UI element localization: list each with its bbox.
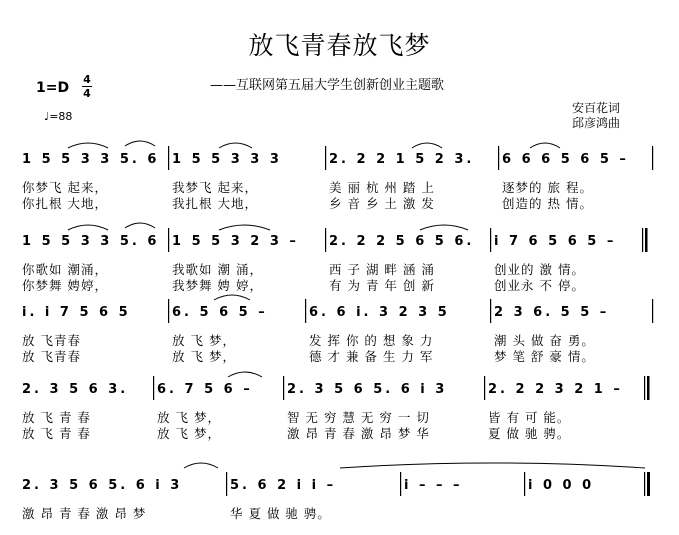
slur [219, 225, 270, 230]
barline [644, 472, 645, 496]
barline [498, 146, 499, 170]
slur [228, 372, 262, 377]
lyric-segment: 逐梦的 旅 程。 [502, 180, 593, 195]
lyric-segment: 激 昂 青 春 激 昂 梦 [22, 506, 147, 521]
barline [642, 228, 643, 252]
lyric-segment: 我梦飞 起来， [172, 180, 258, 195]
song-title: 放飞青春放飞梦 [248, 31, 431, 60]
measure-notes: 2. 3 5 6 3. [22, 382, 129, 397]
lyric-segment: 梦 笔 舒 豪 情。 [494, 349, 595, 364]
measure-notes: i 7 6 5 6 5 – [494, 234, 617, 249]
lyric-segment: 创造的 热 情。 [502, 196, 593, 211]
slur [214, 295, 250, 300]
barline [168, 146, 169, 170]
lyric-segment: 西 子 湖 畔 涵 涌 [329, 262, 435, 277]
barline [283, 376, 284, 400]
slur [530, 143, 560, 148]
lyric-segment: 放 飞青春 [22, 333, 81, 348]
measure-notes: 2. 3 5 6 5. 6 i 3 [22, 478, 183, 493]
barline [490, 299, 491, 323]
barline [647, 472, 650, 496]
lyric-segment: 放 飞 梦， [172, 349, 236, 364]
lyric-segment: 我梦舞 娉 婷， [172, 278, 263, 293]
barline [652, 146, 653, 170]
measure-notes: 5. 6 2 i i – [230, 478, 337, 493]
lyric-segment: 创业的 激 情。 [494, 262, 585, 277]
measure-notes: i 0 0 0 [528, 478, 595, 493]
lyric-segment: 发 挥 你 的 想 象 力 [309, 333, 434, 348]
barline [226, 472, 227, 496]
barline [524, 472, 525, 496]
slur [125, 141, 155, 146]
slur [184, 463, 218, 468]
lyric-segment: 放 飞 青 春 [22, 410, 91, 425]
measure-notes: 1 5 5 3 2 3 – [172, 234, 299, 249]
measure-notes: 1 5 5 3 3 5. 6 [22, 234, 160, 249]
lyric-segment: 皆 有 可 能。 [488, 410, 571, 425]
lyric-segment: 放 飞 梦， [157, 426, 221, 441]
lyric-segment: 有 为 青 年 创 新 [329, 278, 435, 293]
measure-notes: 6. 7 5 6 – [157, 382, 253, 397]
lyric-segment: 创业永 不 停。 [494, 278, 585, 293]
measure-notes: 2. 2 2 5 6 5 6. [329, 234, 475, 249]
barline [644, 376, 645, 400]
lyric-segment: 你梦飞 起来， [22, 180, 108, 195]
lyric-segment: 放 飞 青 春 [22, 426, 91, 441]
measure-notes: 2 3 6. 5 5 – [494, 305, 610, 320]
barline [652, 299, 653, 323]
barline [484, 376, 485, 400]
slur [125, 223, 155, 228]
time-signature-bottom: 4 [83, 87, 91, 100]
lyric-segment: 夏 做 驰 骋。 [488, 426, 571, 441]
lyric-segment: 潮 头 做 奋 勇。 [494, 333, 595, 348]
barline [325, 228, 326, 252]
lyric-segment: 放 飞 梦， [157, 410, 221, 425]
tempo-marking: ♩=88 [44, 110, 73, 123]
barline [645, 228, 648, 252]
composer-credit: 邱彦鸿曲 [572, 116, 621, 130]
lyric-segment: 美 丽 杭 州 踏 上 [329, 180, 435, 195]
slur [420, 225, 468, 230]
measure-notes: 1 5 5 3 3 5. 6 [22, 152, 160, 167]
measure-notes: 6 6 6 5 6 5 – [502, 152, 629, 167]
lyric-segment: 你扎根 大地， [22, 196, 108, 211]
lyric-segment: 激 昂 青 春 激 昂 梦 华 [287, 426, 430, 441]
measure-notes: 6. 5 6 5 – [172, 305, 268, 320]
lyric-segment: 你梦舞 娉婷， [22, 278, 108, 293]
barline [490, 228, 491, 252]
measure-notes: 6. 6 i. 3 2 3 5 [309, 305, 450, 320]
key-signature: 1=D [36, 80, 70, 96]
barline [325, 146, 326, 170]
barline [153, 376, 154, 400]
lyric-segment: 乡 音 乡 土 激 发 [329, 196, 435, 211]
barline [647, 376, 650, 400]
measure-notes: 2. 3 5 6 5. 6 i 3 [287, 382, 448, 397]
measure-notes: 1 5 5 3 3 3 [172, 152, 282, 167]
lyricist-credit: 安百花词 [572, 101, 621, 115]
measure-notes: 2. 2 2 1 5 2 3. [329, 152, 475, 167]
barline [305, 299, 306, 323]
slur [340, 463, 645, 468]
lyric-segment: 放 飞青春 [22, 349, 81, 364]
lyric-segment: 放 飞 梦， [172, 333, 236, 348]
lyric-segment: 华 夏 做 驰 骋。 [230, 506, 331, 521]
lyric-segment: 我扎根 大地， [172, 196, 258, 211]
lyric-segment: 德 才 兼 备 生 力 军 [309, 349, 434, 364]
lyric-segment: 你歌如 潮涌， [22, 262, 108, 277]
barline [168, 228, 169, 252]
slur [412, 143, 442, 148]
time-signature-top: 4 [83, 73, 91, 86]
slur [68, 225, 108, 230]
song-subtitle: ——互联网第五届大学生创新创业主题歌 [210, 78, 445, 93]
barline [168, 299, 169, 323]
lyric-segment: 我歌如 潮 涌， [172, 262, 263, 277]
measure-notes: i – – – [404, 478, 463, 493]
slur [68, 143, 108, 148]
measure-notes: 2. 2 2 3 2 1 – [488, 382, 623, 397]
slur [219, 143, 252, 148]
barline [400, 472, 401, 496]
lyric-segment: 智 无 穷 慧 无 穷 一 切 [287, 410, 430, 425]
measure-notes: i. i 7 5 6 5 [22, 305, 131, 320]
